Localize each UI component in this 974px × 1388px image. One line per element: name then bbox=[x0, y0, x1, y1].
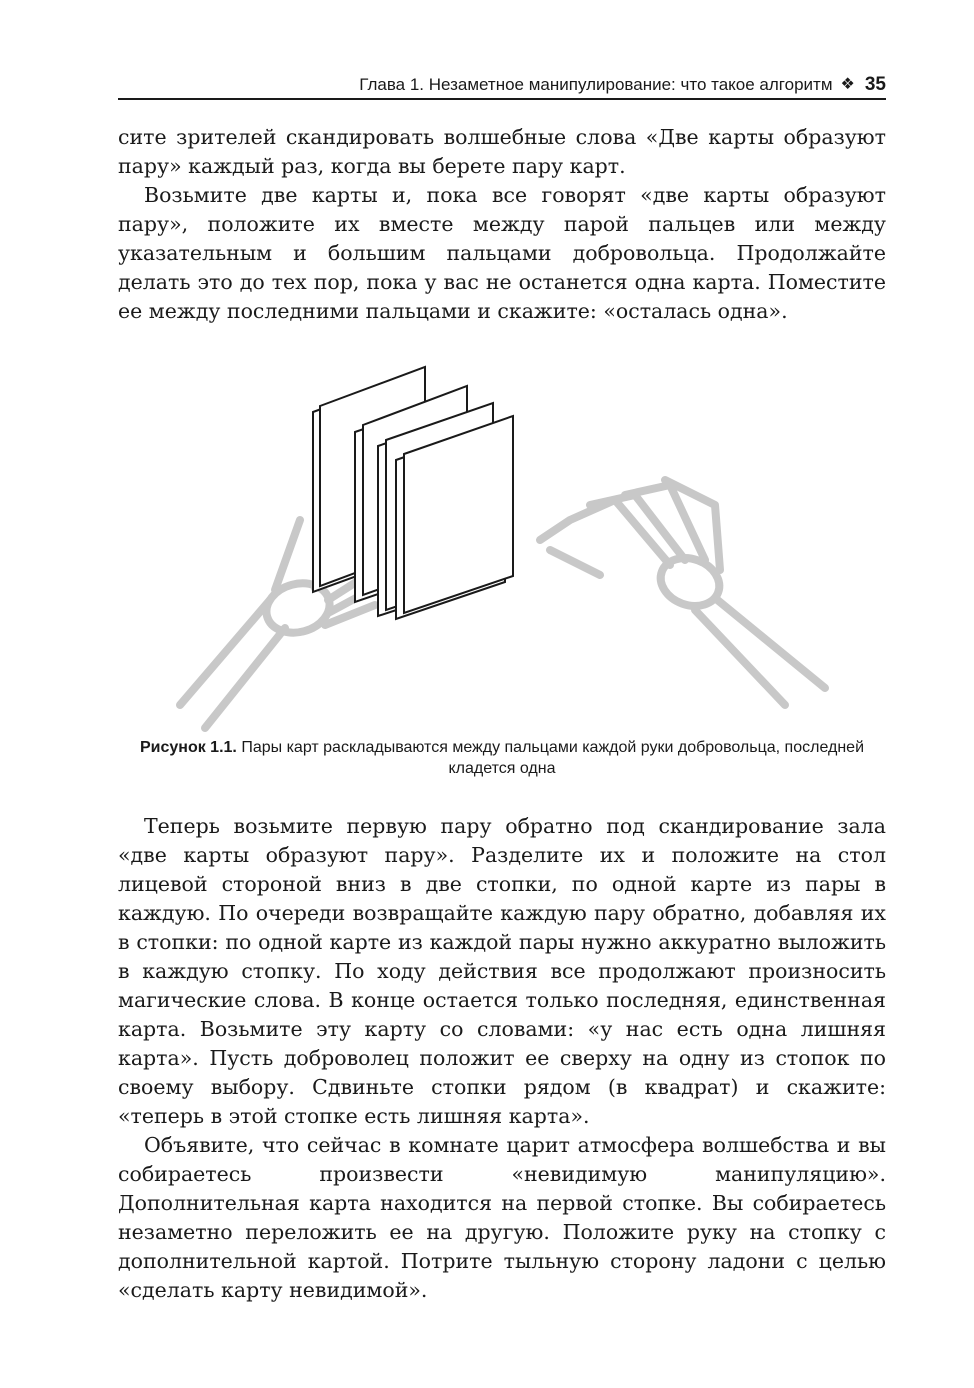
body-text-bottom bbox=[118, 812, 886, 1305]
running-title: Глава 1. Незаметное манипулирование: что такое алгоритм bbox=[359, 75, 833, 94]
figure-illustration bbox=[170, 360, 850, 740]
cards-illustration bbox=[313, 367, 513, 619]
caption-label: Рисунок 1.1. bbox=[139, 739, 237, 756]
paragraph-4: Объявите, что сейчас в комнате царит атмосфера волшебства и вы собираетесь произвести «невидимую манипуляцию». Дополнительная карта находится на первой стопке. Вы собираетесь незаметно переложить ее на другую. Положите руку на стопку с дополнительной картой. Потрите тыльную сторону ладони с целью «сделать карту невидимой». bbox=[118, 1133, 886, 1302]
body-text-top bbox=[118, 123, 886, 326]
figure-caption bbox=[118, 737, 886, 779]
diamond-separator-icon: ❖ bbox=[840, 76, 855, 93]
paragraph-2: Возьмите две карты и, пока все говорят «две карты образуют пару», положите их вместе между парой пальцев или между указательным и большим пальцами добровольца. Продолжайте делать это до тех пор, пока у вас не останется одна карта. Поместите ее между последними пальцами и скажите: «осталась одна». bbox=[118, 183, 886, 323]
paragraph-1: сите зрителей скандировать волшебные слова «Две карты образуют пару» каждый раз, когда вы берете пару карт. bbox=[118, 125, 886, 178]
running-header bbox=[118, 72, 886, 100]
page-number: 35 bbox=[864, 74, 886, 95]
right-hand-illustration bbox=[540, 480, 825, 705]
paragraph-3: Теперь возьмите первую пару обратно под скандирование зала «две карты образуют пару». Разделите их и положите на стол лицевой стороной вниз в две стопки, по одной карте из пары в каждую. По очереди возвращайте каждую пару обратно, добавляя их в стопки: по одной карте из каждой пары нужно аккуратно выложить в каждую стопку. По ходу действия все продолжают произносить магические слова. В конце остается только последняя, единственная карта. Возьмите эту карту со словами: «у нас есть одна лишняя карта». Пусть доброволец положит ее сверху на одну из стопок по своему выбору. Сдвиньте стопки рядом (в квадрат) и скажите: «теперь в этой стопке есть лишняя карта». bbox=[118, 814, 886, 1128]
caption-text: Пары карт раскладываются между пальцами каждой руки добровольца, последней кладется одна bbox=[241, 739, 865, 777]
